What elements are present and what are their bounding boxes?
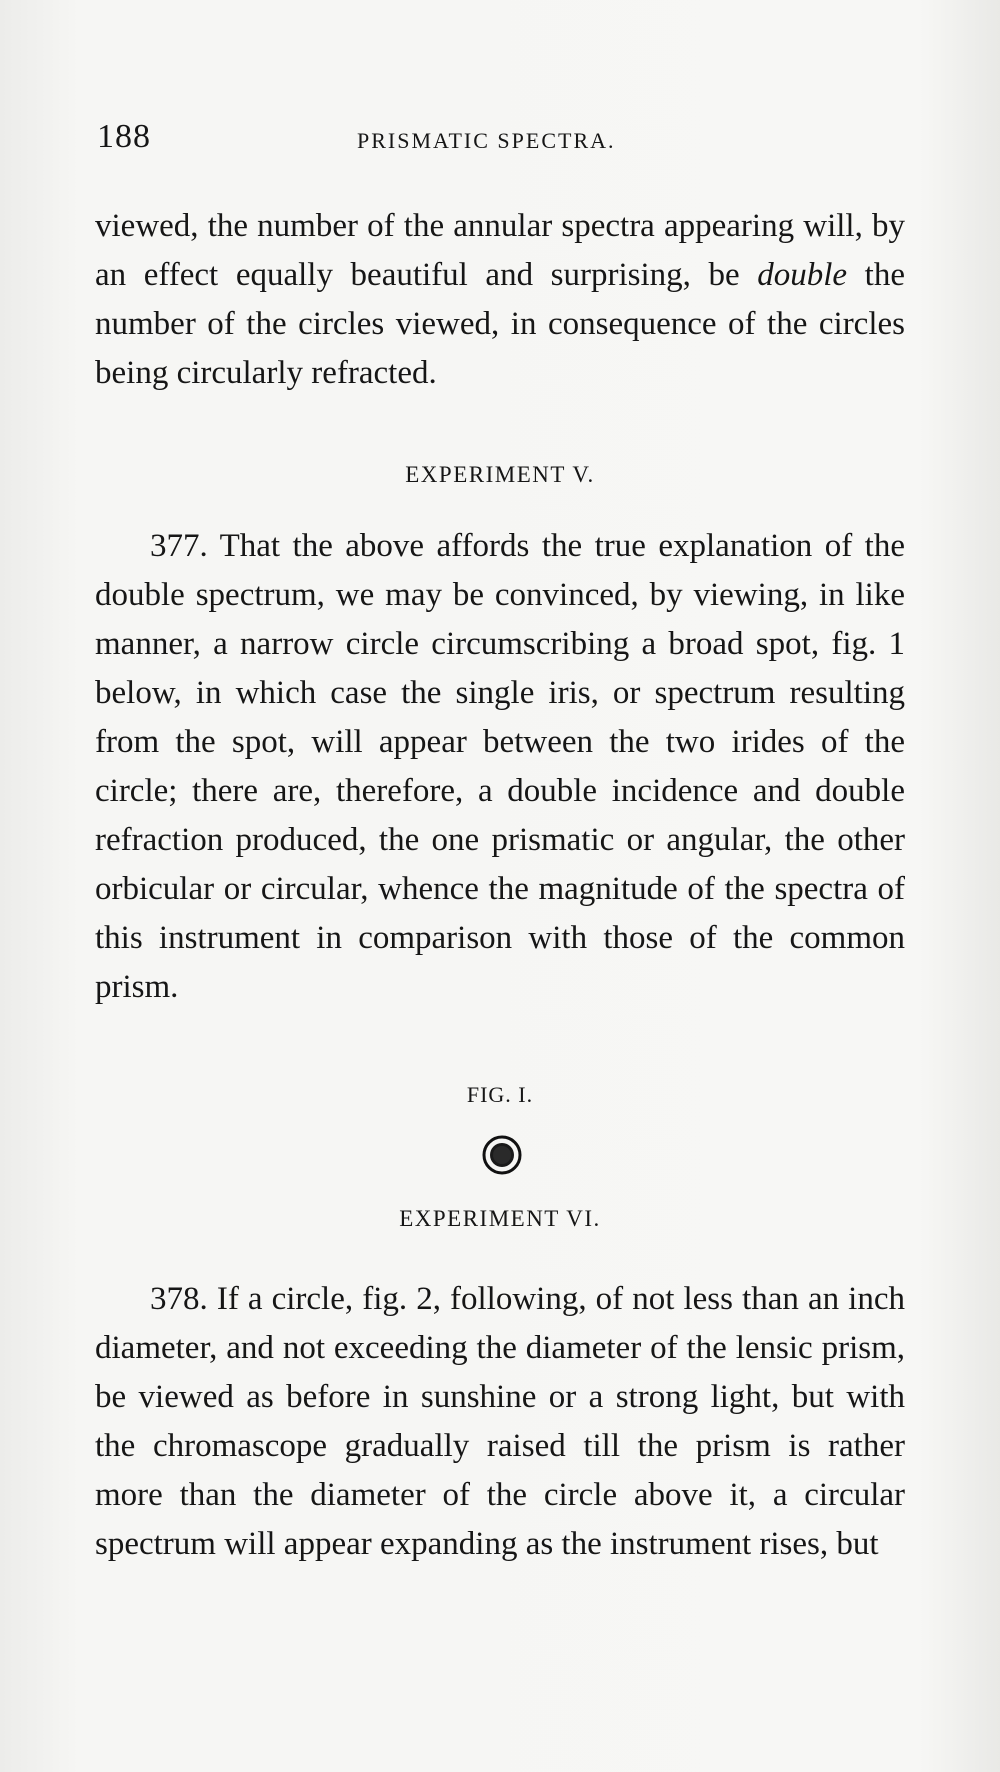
figure-1-circle-spot: [481, 1134, 523, 1176]
paragraph-continued: [95, 202, 905, 398]
emphasis-double: double: [757, 257, 848, 293]
paragraph-378: 378. If a circle, fig. 2, following, of not less than an inch diameter, and not exceeding the diameter of the lensic prism, be viewed as before in sunshine or a strong light, but with the chromascope gradually raised till the prism is rather more than the diameter of the circle above it, a circular spectrum will appear expanding as the instrument rises, but: [95, 1281, 905, 1562]
paragraph-text: viewed, the number of the annular spectra appearing will, by an effect equally beautiful and surprising, be: [95, 208, 905, 293]
page-number: 188: [97, 118, 151, 155]
figure-caption: FIG. I.: [466, 1082, 534, 1107]
page-header: [97, 118, 917, 158]
experiment-v-heading: EXPERIMENT V.: [405, 462, 595, 487]
paragraph-377: 377. That the above affords the true explanation of the double spectrum, we may be convinced, by viewing, in like manner, a narrow circle circumscribing a broad spot, fig. 1 below, in which case the single iris, or spectrum resulting from the spot, will appear between the two irides of the circle; there are, therefore, a double incidence and double refraction produced, the one prismatic or angular, the other orbicular or circular, whence the magnitude of the spectra of this instrument in comparison with those of the common prism.: [95, 528, 905, 1005]
running-head: PRISMATIC SPECTRA.: [357, 128, 616, 153]
experiment-vi-heading: EXPERIMENT VI.: [399, 1206, 601, 1231]
paragraph-text: the number of the circles viewed, in consequence of the circles being circularly refracted.: [95, 257, 905, 391]
